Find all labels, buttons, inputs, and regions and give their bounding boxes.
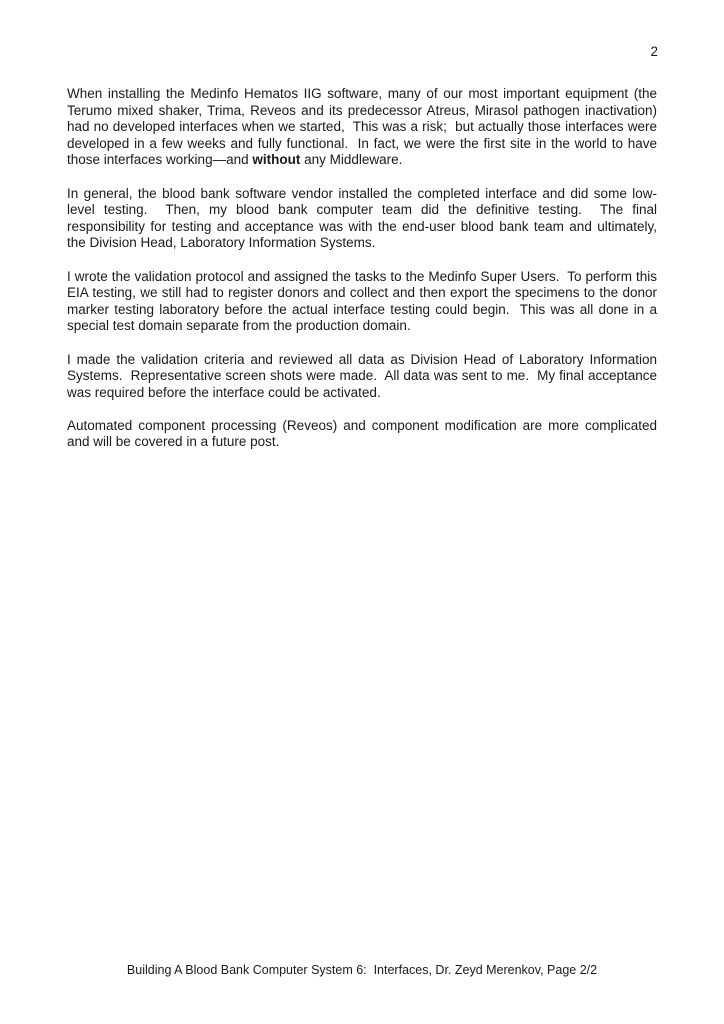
paragraph-1-continuation: any Middleware. [300, 152, 403, 168]
footer-title: Building A Blood Bank Computer System 6: Interfaces, Dr. Zeyd Merenkov, Page 2/2 [126, 963, 598, 977]
paragraph-3: I wrote the validation protocol and assigned the tasks to the Medinfo Super Users. To perform this EIA testing, we still had to register donors and collect and then export the specimens to the donor marker testing laboratory before the actual interface testing could begin. This was all done in a special test domain separate from the production domain. [67, 268, 661, 334]
paragraph-2: In general, the blood bank software vendor installed the completed interface and did some low-level testing. Then, my blood bank computer team did the definitive testing. The final responsibility for testing and acceptance was with the end-user blood bank team and ultimately, the Division Head, Laboratory Information Systems. [67, 185, 661, 251]
paragraph-4: I made the validation criteria and reviewed all data as Division Head of Laboratory Information Systems. Representative screen shots were made. All data was sent to me. My final acceptance was required before the interface could be activated. [67, 351, 661, 400]
page-number: 2 [650, 44, 658, 59]
paragraph-1 [67, 86, 661, 169]
paragraph-1-bold-word: without [252, 152, 301, 168]
paragraph-5: Automated component processing (Reveos) and component modification are more complicated and will be covered in a future post. [67, 417, 661, 450]
document-body [67, 86, 661, 468]
paragraph-1-text: When installing the Medinfo Hematos IIG software, many of our most important equipment (the Terumo mixed shaker, Trima, Reveos and its predecessor Atreus, Mirasol pathogen inactivation) had no developed interfaces when we started, This was a risk; but actually those interfaces were developed in a few weeks and fully functional. In fact, we were the first site in the world to have those interfaces working—and [67, 86, 661, 168]
